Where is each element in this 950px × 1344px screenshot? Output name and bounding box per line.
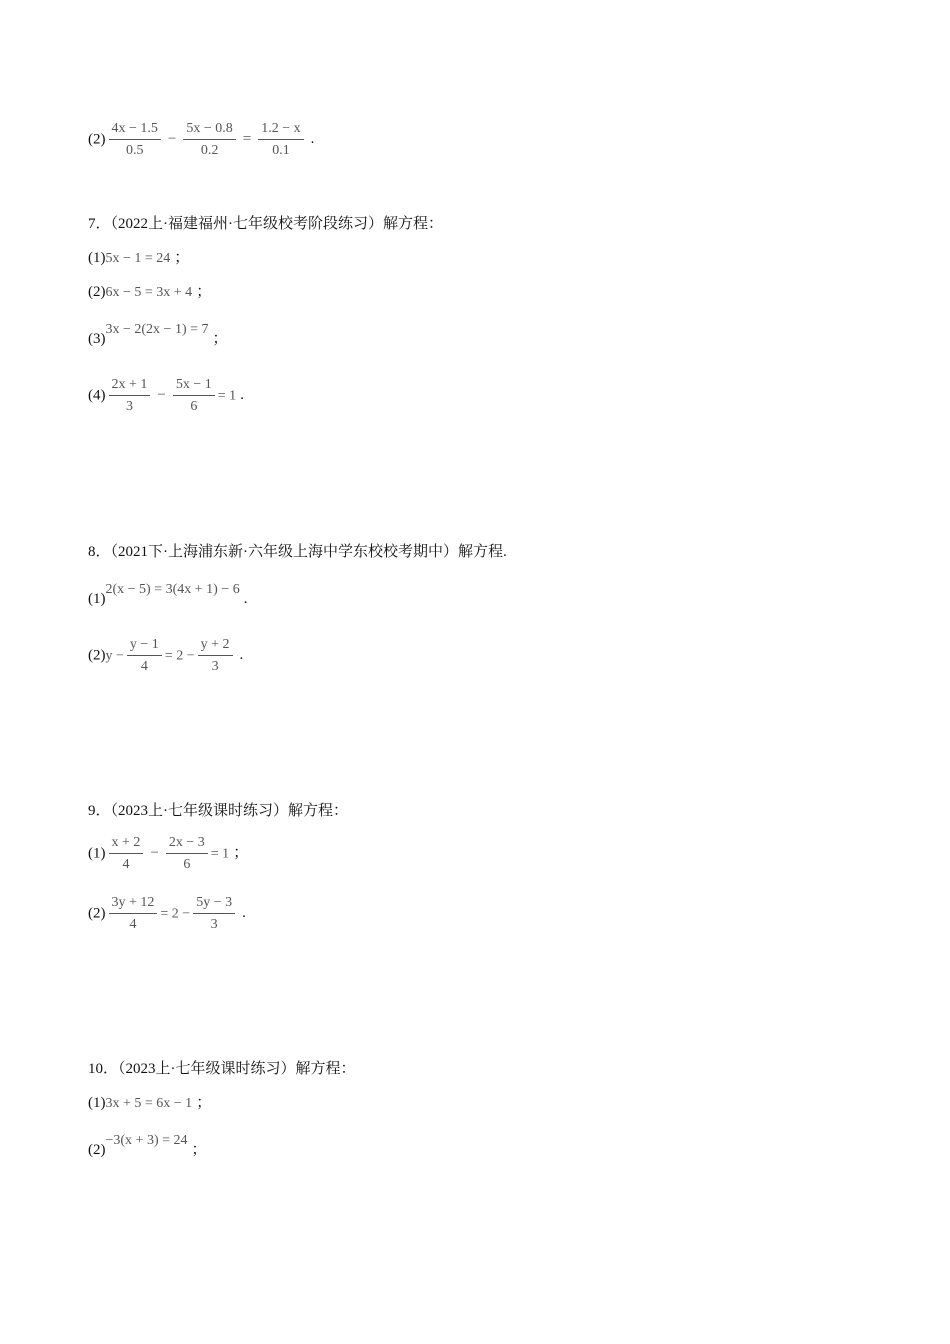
q9-part2 (88, 896, 246, 932)
q7-part4 (88, 378, 244, 414)
right-hand-side: = 1 (217, 388, 237, 404)
end-punct: ； (233, 845, 249, 862)
end-punct: ； (191, 1142, 207, 1158)
denominator: 6 (190, 399, 198, 414)
end-punct: ； (196, 284, 212, 300)
denominator: 6 (183, 857, 191, 872)
end-punct: ； (212, 331, 228, 347)
part-label: (2) (88, 131, 106, 148)
fraction (109, 378, 151, 414)
numerator: 1.2 − x (258, 122, 303, 140)
numerator: 5x − 1 (173, 378, 215, 396)
fraction (109, 122, 161, 158)
fraction (109, 836, 144, 872)
part-label: (2) (88, 284, 106, 300)
denominator: 4 (140, 659, 148, 674)
fraction (193, 896, 235, 932)
q9-part1 (88, 836, 248, 872)
denominator: 0.1 (272, 143, 290, 158)
fraction (166, 836, 208, 872)
question-10-heading: 10．（2023上·七年级课时练习）解方程： (88, 1061, 356, 1077)
denominator: 3 (210, 917, 218, 932)
denominator: 3 (125, 399, 133, 414)
numerator: 4x − 1.5 (109, 122, 161, 140)
end-punct: . (239, 647, 244, 664)
q8-part2 (88, 638, 243, 674)
question-8-heading: 8．（2021下·上海浦东新·六年级上海中学东校校考期中）解方程. (88, 544, 507, 560)
operator: − (167, 131, 177, 148)
q8-part1 (88, 582, 248, 607)
numerator: 5y − 3 (193, 896, 235, 914)
denominator: 0.5 (125, 143, 144, 158)
equation: 2(x − 5) = 3(4x + 1) − 6 (105, 582, 240, 597)
equation: 5x − 1 = 24 (105, 251, 171, 266)
denominator: 0.2 (200, 143, 219, 158)
part-label: (2) (88, 647, 106, 664)
numerator: x + 2 (109, 836, 144, 854)
end-punct: ； (174, 250, 190, 266)
numerator: y − 1 (127, 638, 162, 656)
fraction (258, 122, 303, 158)
part-label: (1) (88, 250, 106, 266)
fraction (198, 638, 233, 674)
operator: − (157, 387, 166, 404)
left-hand-side: y − (105, 648, 124, 664)
part-label: (2) (88, 905, 106, 922)
part-label: (1) (88, 1095, 106, 1111)
denominator: 3 (211, 659, 219, 674)
numerator: 2x − 3 (166, 836, 208, 854)
question-7-heading: 7．（2022上·福建福州·七年级校考阶段练习）解方程： (88, 216, 443, 232)
operator: = (242, 131, 252, 148)
equation: 3x − 2(2x − 1) = 7 (105, 322, 209, 337)
q6-part2 (88, 122, 314, 158)
denominator: 4 (122, 857, 130, 872)
part-label: (1) (88, 591, 106, 607)
part-label: (1) (88, 845, 106, 862)
end-punct: . (243, 591, 248, 607)
q7-part3 (88, 322, 228, 347)
end-punct: . (242, 905, 246, 922)
end-punct: . (310, 131, 315, 148)
numerator: 5x − 0.8 (183, 122, 235, 140)
part-label: (2) (88, 1142, 106, 1158)
equation: 6x − 5 = 3x + 4 (105, 285, 193, 300)
part-label: (3) (88, 331, 106, 347)
right-hand-side: = 1 (210, 846, 230, 862)
fraction (183, 122, 235, 158)
equation: 3x + 5 = 6x − 1 (105, 1096, 193, 1111)
middle-term: = 2 − (160, 906, 191, 922)
denominator: 4 (129, 917, 137, 932)
q10-part1 (88, 1096, 211, 1111)
end-punct: ； (196, 1095, 212, 1111)
fraction (173, 378, 215, 414)
part-label: (4) (88, 387, 106, 404)
operator: − (150, 845, 159, 862)
q7-part2 (88, 285, 211, 300)
q10-part2 (88, 1133, 207, 1158)
q7-part1 (88, 251, 189, 266)
numerator: 3y + 12 (109, 896, 158, 914)
fraction (127, 638, 162, 674)
end-punct: . (240, 387, 244, 404)
numerator: y + 2 (198, 638, 233, 656)
middle-term: = 2 − (164, 648, 195, 664)
fraction (109, 896, 158, 932)
equation: −3(x + 3) = 24 (105, 1133, 188, 1148)
numerator: 2x + 1 (109, 378, 151, 396)
question-9-heading: 9．（2023上·七年级课时练习）解方程： (88, 803, 348, 819)
